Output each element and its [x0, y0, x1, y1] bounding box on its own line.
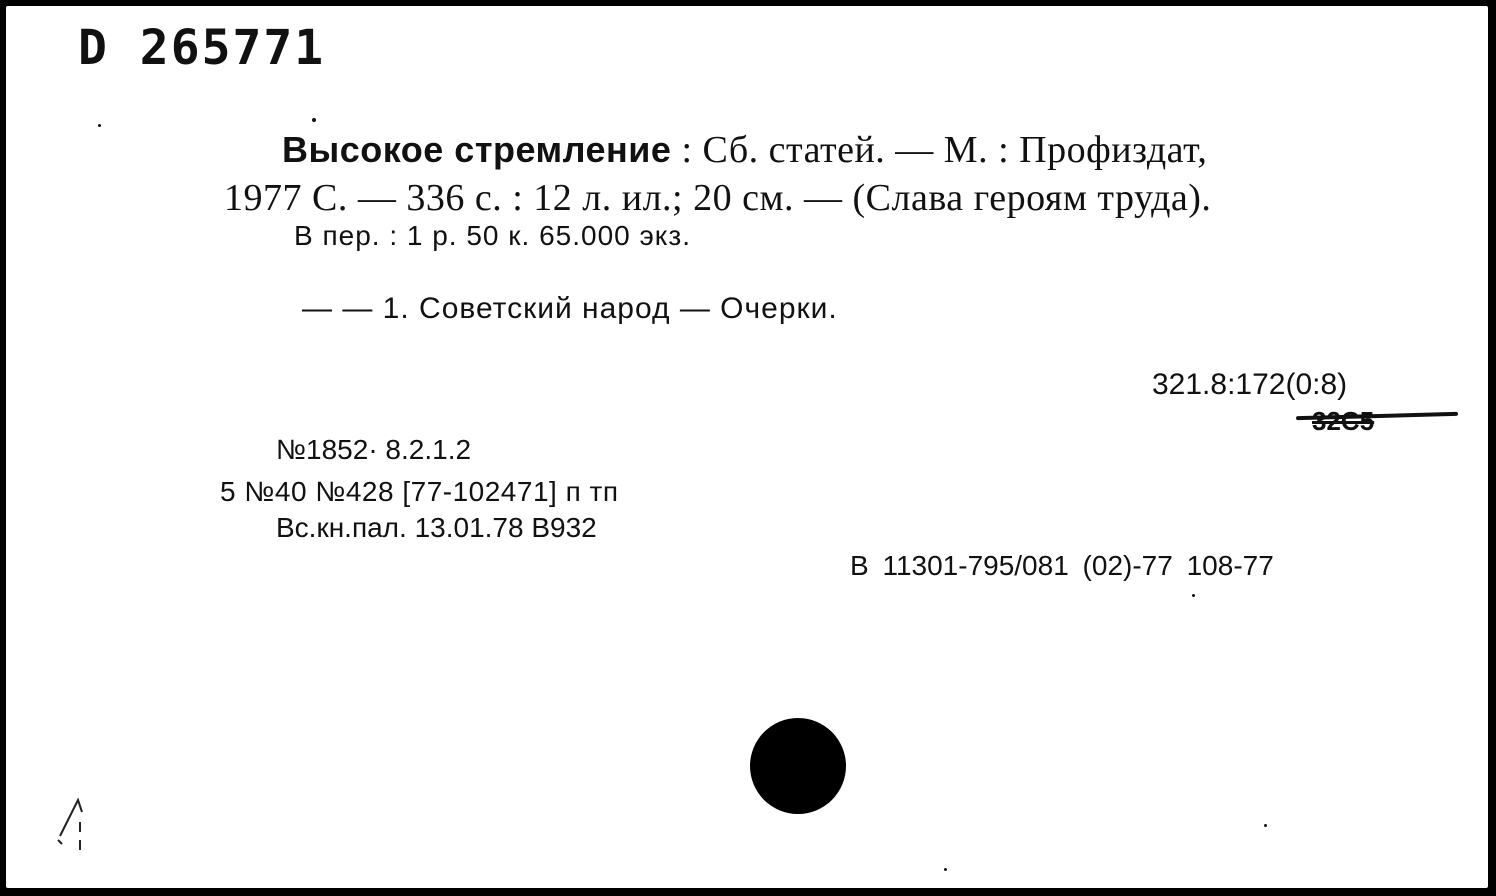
scan-speck: [98, 124, 101, 127]
call-number: D 265771: [78, 20, 326, 76]
price-line: В пер. : 1 р. 50 к. 65.000 экз.: [294, 220, 691, 251]
catalog-card: [4, 4, 1490, 890]
bbk-classification: 32С5: [1312, 406, 1375, 436]
subject-heading: — — 1. Советский народ — Очерки.: [302, 292, 838, 325]
title-details: : Сб. статей. — М. : Профиздат,: [671, 129, 1208, 171]
title-line: [282, 128, 1207, 172]
accession-line-1: №1852· 8.2.1.2: [276, 434, 472, 465]
imprint-line: 1977 С. — 336 с. : 12 л. ил.; 20 см. — (Слава героям труда).: [224, 177, 1212, 219]
punch-hole: [750, 718, 846, 814]
udc-classification: 321.8:172(0:8): [1152, 368, 1348, 401]
accession-line-3: Вс.кн.пал. 13.01.78 В932: [276, 512, 597, 543]
pencil-mark-icon: [50, 792, 96, 862]
scan-speck: [944, 868, 947, 871]
accession-line-2: 5 №40 №428 [77-102471] п тп: [220, 476, 619, 507]
book-title: Высокое стремление: [282, 129, 672, 170]
scan-speck: [312, 118, 316, 122]
scan-speck: [1264, 824, 1267, 827]
publisher-code-line: В 11301-795/081 (02)-77 108-77: [850, 550, 1274, 581]
scan-speck: [1192, 594, 1195, 597]
